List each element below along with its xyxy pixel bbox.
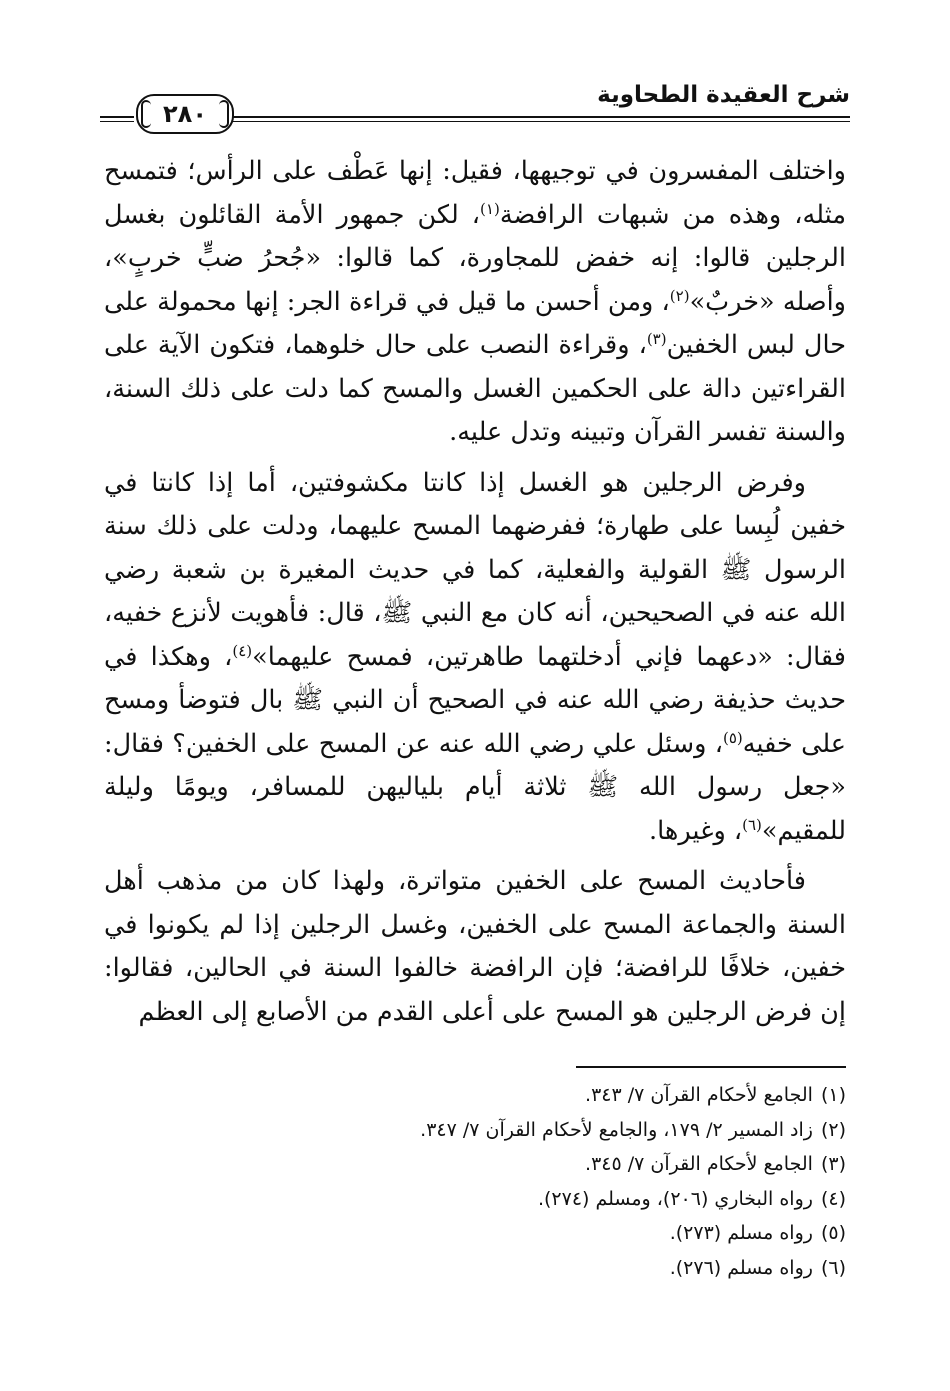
paragraph-1: [104, 150, 846, 455]
paragraph-2-part-c: ، وسئل علي رضي الله عنه عن المسح على الخفين؟ فقال: «جعل رسول الله ﷺ ثلاثة أيام بلياليهن للمسافر، ويومًا وليلة للمقيم»: [104, 728, 846, 846]
footnote-ref-1[interactable]: (١): [480, 199, 500, 218]
paragraph-2: [104, 462, 846, 854]
paragraph-1-part-a: واختلف المفسرون في توجيهها، فقيل: إنها عَطْف على الرأس؛ فتمسح مثله، وهذه من شبهات الرافضة: [104, 156, 846, 230]
footnote-number: (٢): [820, 1118, 846, 1141]
footnote-3: [104, 1147, 846, 1182]
footnote-6: [104, 1251, 846, 1286]
footnote-number: (١): [820, 1084, 846, 1106]
page-header: [100, 70, 850, 132]
footnote-text: رواه مسلم (٢٧٣).: [669, 1222, 813, 1244]
header-rule: [230, 116, 850, 118]
paragraph-1-part-d: ، وقراءة النصب على حال خلوهما، فتكون الآية على القراءتين دالة على الحكمين الغسل والمسح كما دلت على ذلك السنة، والسنة تفسر القرآن وتبينه وتدل عليه.: [104, 330, 846, 447]
footnote-ref-4[interactable]: (٤): [232, 641, 253, 660]
paragraph-1-part-c: ، ومن أحسن ما قيل في قراءة الجر: إنها محمولة على حال لبس الخفين: [104, 286, 846, 360]
footnote-ref-5[interactable]: (٥): [722, 728, 743, 747]
footnotes-list: [104, 1078, 846, 1285]
footnote-ref-6[interactable]: (٦): [742, 815, 762, 834]
header-rule-left-thin: [100, 121, 134, 122]
footnote-5: [104, 1216, 846, 1251]
paragraph-2-part-a: وفرض الرجلين هو الغسل إذا كانتا مكشوفتين، أما إذا كانتا في خفين لُبِسا على طهارة؛ ففرضهما المسح عليهما، ودلت على ذلك سنة الرسول ﷺ القولية والفعلية، كما في حديث المغيرة بن شعبة رضي الله عنه في الصحيحين، أنه كان مع النبي ﷺ، قال: فأهويت لأنزع خفيه، فقال: «دعهما فإني أدخلتهما طاهرتين، فمسح عليهما»: [104, 467, 847, 672]
footnote-number: (٥): [820, 1222, 846, 1244]
footnote-text: الجامع لأحكام القرآن ٧/ ٣٤٥.: [585, 1153, 813, 1175]
footnote-ref-3[interactable]: (٣): [646, 330, 667, 348]
paragraph-3: فأحاديث المسح على الخفين متواترة، ولهذا كان من مذهب أهل السنة والجماعة المسح على الخفين، وغسل الرجلين إذا لم يكونوا في خفين، خلافًا للرافضة؛ فإن الرافضة خالفوا السنة في الحالين، فقالوا: إن فرض الرجلين هو المسح على أعلى القدم من الأصابع إلى العظم: [104, 866, 846, 1027]
footnote-number: (٣): [820, 1153, 846, 1175]
page-number-text: ٢٨٠: [163, 100, 207, 128]
footnote-2: [104, 1113, 846, 1148]
footnote-number: (٦): [820, 1256, 846, 1279]
footnote-text: زاد المسير ٢/ ١٧٩، والجامع لأحكام القرآن ٧/ ٣٤٧.: [420, 1118, 813, 1141]
main-text: [104, 150, 846, 1034]
footnote-text: رواه مسلم (٢٧٦).: [669, 1256, 813, 1279]
footnote-1: [104, 1078, 846, 1113]
paragraph-1-part-b: ، لكن جمهور الأمة القائلون بغسل الرجلين قالوا: إنه خفض للمجاورة، كما قالوا: «جُحرُ ضبٍّ خربٍ»، وأصله «خربٌ»: [104, 199, 847, 317]
footnote-4: [104, 1182, 846, 1217]
paragraph-2-part-b: ، وهكذا في حديث حذيفة رضي الله عنه في الصحيح أن النبي ﷺ بال فتوضأ ومسح على خفيه: [104, 641, 846, 759]
footnote-number: (٤): [820, 1187, 846, 1210]
footnote-separator: [576, 1066, 846, 1068]
footnote-text: الجامع لأحكام القرآن ٧/ ٣٤٣.: [585, 1084, 813, 1106]
footnote-text: رواه البخاري (٢٠٦)، ومسلم (٢٧٤).: [537, 1187, 813, 1210]
page-number: [136, 94, 234, 134]
header-rule-thin: [230, 121, 850, 122]
header-rule-left: [100, 116, 134, 118]
paragraph-2-part-d: ، وغيرها.: [649, 815, 743, 846]
footnote-ref-2[interactable]: (٢): [669, 286, 690, 305]
running-title: شرح العقيدة الطحاوية: [597, 82, 850, 108]
